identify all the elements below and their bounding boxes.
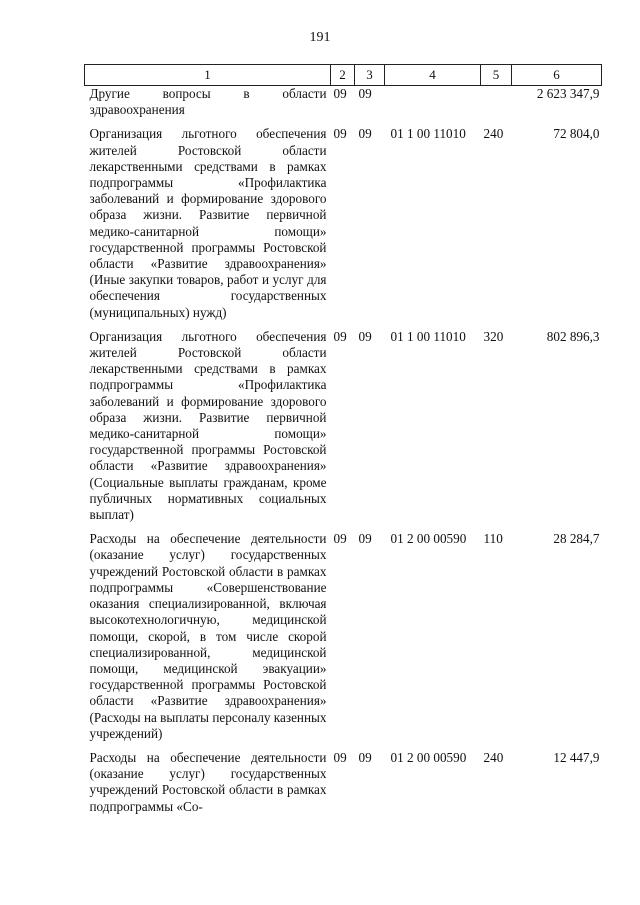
- table-body: [85, 86, 602, 823]
- row-section-code: 09: [333, 86, 347, 101]
- table-row: [85, 126, 602, 328]
- column-header-4: 4: [385, 65, 481, 86]
- table-row: [85, 531, 602, 750]
- row-expense-type: 240: [483, 126, 504, 142]
- row-subsection-code: 09: [358, 328, 372, 344]
- table-row: [85, 86, 602, 127]
- column-header-5: 5: [481, 65, 512, 86]
- row-subsection-code: 09: [358, 531, 372, 547]
- row-expense-type: [481, 86, 512, 127]
- row-amount: 802 896,3: [546, 328, 600, 344]
- row-target-article: 01 1 00 11010: [390, 328, 466, 344]
- row-section-code: 09: [333, 749, 347, 765]
- column-header-6: 6: [512, 65, 602, 86]
- row-name: Расходы на обеспечение деятельности (оказание услуг) государственных учреждений Ростовской области в рамках подпрограммы «Совершенствование оказания специализированной, включая высокотехнологичную, медицинской помощи, скорой, в том числе скорой специализированной, медицинской помощи, медицинской эвакуации» государственной программы Ростовской области «Развитие здравоохранения» (Расходы на выплаты персоналу казенных учреждений): [89, 531, 327, 741]
- row-amount: 2 623 347,9: [536, 86, 600, 101]
- row-amount: 12 447,9: [553, 749, 600, 765]
- row-target-article: 01 2 00 00590: [390, 531, 467, 547]
- row-target-article: 01 2 00 00590: [390, 749, 467, 765]
- row-section-code: 09: [333, 531, 347, 547]
- page-number: 191: [309, 30, 331, 45]
- row-section-code: 09: [333, 328, 347, 344]
- row-subsection-code: 09: [358, 126, 372, 142]
- row-expense-type: 110: [483, 531, 503, 547]
- row-subsection-code: 09: [358, 749, 372, 765]
- table-header: [85, 65, 602, 86]
- row-name: Организация льготного обеспечения жителей Ростовской области лекарственными средствами в рамках подпрограммы «Профилактика заболеваний и формирование здорового образа жизни. Развитие первичной медико-санитарной помощи» государственной программы Ростовской области «Развитие здравоохранения» (Иные закупки товаров, работ и услуг для обеспечения государственных (муниципальных) нужд): [89, 126, 327, 320]
- row-amount: 28 284,7: [553, 531, 600, 547]
- row-amount: 72 804,0: [553, 126, 600, 142]
- table-row: [85, 329, 602, 531]
- column-header-3: 3: [355, 65, 385, 86]
- row-name: Организация льготного обеспечения жителей Ростовской области лекарственными средствами в рамках подпрограммы «Профилактика заболеваний и формирование здорового образа жизни. Развитие первичной медико-санитарной помощи» государственной программы Ростовской области «Развитие здравоохранения» (Социальные выплаты гражданам, кроме публичных нормативных социальных выплат): [89, 328, 327, 523]
- table-row: [85, 750, 602, 823]
- row-expense-type: 320: [483, 328, 504, 344]
- row-expense-type: 240: [483, 749, 504, 765]
- row-name: Другие вопросы в области здравоохранения: [89, 86, 327, 118]
- row-subsection-code: 09: [358, 86, 372, 101]
- row-section-code: 09: [333, 126, 347, 142]
- row-target-article: [385, 86, 481, 127]
- row-name: Расходы на обеспечение деятельности (оказание услуг) государственных учреждений Ростовской области в рамках подпрограммы «Со-: [89, 749, 327, 814]
- column-header-2: 2: [331, 65, 355, 86]
- budget-table: [84, 64, 602, 823]
- row-target-article: 01 1 00 11010: [390, 126, 466, 142]
- column-header-1: 1: [85, 65, 331, 86]
